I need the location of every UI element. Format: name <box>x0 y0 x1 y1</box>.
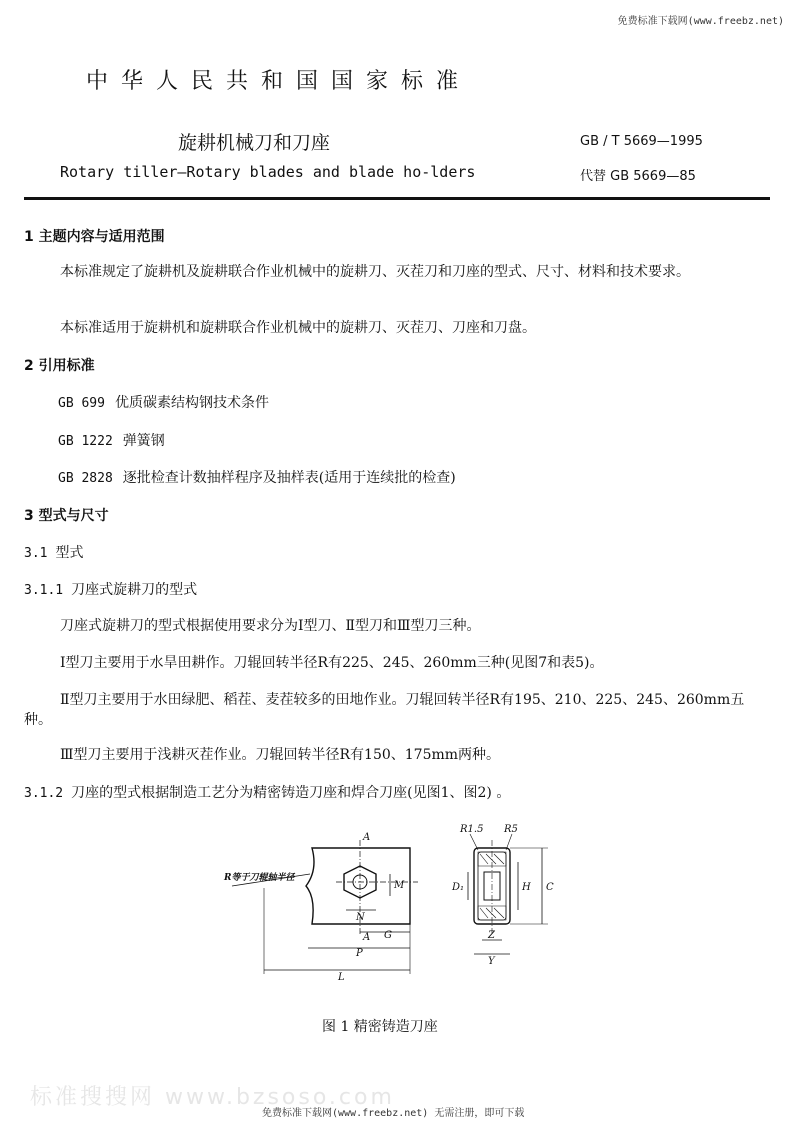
dimension-label-c: C <box>546 882 554 893</box>
reference-number: GB 2828 <box>58 471 113 486</box>
section-1-title: 1 主题内容与适用范围 <box>24 229 165 245</box>
subsection-text: 刀座的型式根据制造工艺分为精密铸造刀座和焊合刀座(见图1、图2) 。 <box>71 785 511 801</box>
dimension-label-n: N <box>356 912 365 923</box>
dimension-label-h: H <box>522 882 531 893</box>
dimension-label-y: Y <box>488 956 495 967</box>
reference-text: 弹簧钢 <box>122 433 165 449</box>
section-3-title: 3 型式与尺寸 <box>24 508 109 524</box>
subsection-3-1-1 <box>24 579 197 599</box>
section-1-paragraph-1: 本标准规定了旋耕机及旋耕联合作业机械中的旋耕刀、灭茬刀和刀座的型式、尺寸、材料和技术要求。 <box>60 264 690 280</box>
subsection-number: 3.1.1 <box>24 583 64 598</box>
section-1-paragraph-2: 本标准适用于旋耕机和旋耕联合作业机械中的旋耕刀、灭茬刀、刀座和刀盘。 <box>60 320 536 336</box>
reference-item <box>58 392 269 412</box>
dimension-label-g: G <box>384 930 392 941</box>
subsection-number: 3.1 <box>24 546 48 561</box>
reference-number: GB 1222 <box>58 434 113 449</box>
footer-note: 免费标准下载网(www.freebz.net) 无需注册，即可下载 <box>262 1108 525 1119</box>
paragraph-blade-types: 刀座式旋耕刀的型式根据使用要求分为Ⅰ型刀、Ⅱ型刀和Ⅲ型刀三种。 <box>60 618 481 634</box>
replaces-note: 代替 GB 5669—85 <box>580 169 696 184</box>
document-title-cn: 旋耕机械刀和刀座 <box>178 132 331 154</box>
watermark: 标准搜搜网 www.bzsoso.com <box>30 1085 395 1110</box>
section-mark-a-top: A <box>363 832 371 843</box>
fillet-label-r5: R5 <box>504 824 518 835</box>
dimension-label-p: P <box>356 948 363 959</box>
subsection-text: 刀座式旋耕刀的型式 <box>71 582 198 598</box>
reference-text: 逐批检查计数抽样程序及抽样表(适用于连续批的检查) <box>122 470 456 486</box>
dimension-label-z: Z <box>488 930 495 941</box>
national-standard-heading: 中华人民共和国国家标准 <box>86 69 472 94</box>
dimension-label-m: M <box>394 880 405 891</box>
leader-line <box>506 834 512 850</box>
dimension-label-d1: D₁ <box>452 882 465 893</box>
subsection-3-1 <box>24 542 83 562</box>
standard-code: GB / T 5669—1995 <box>580 134 703 149</box>
dimension-label-l: L <box>338 972 345 983</box>
fillet-label-r15: R1.5 <box>460 824 484 835</box>
section-2-title: 2 引用标准 <box>24 358 95 374</box>
header-rule <box>24 197 770 200</box>
radius-note-label: R等于刀辊轴半径 <box>224 873 295 883</box>
reference-number: GB 699 <box>58 396 105 411</box>
document-title-en: Rotary tiller—Rotary blades and blade ho-lders <box>60 163 476 181</box>
section-mark-a-bottom: A <box>363 932 371 943</box>
subsection-text: 型式 <box>55 545 84 561</box>
figure-1-drawing <box>220 818 580 998</box>
subsection-number: 3.1.2 <box>24 786 64 801</box>
header-source-note: 免费标准下载网(www.freebz.net) <box>617 16 784 27</box>
reference-item <box>58 430 165 450</box>
figure-1-caption: 图 1 精密铸造刀座 <box>322 1019 438 1035</box>
reference-text: 优质碳素结构钢技术条件 <box>114 395 269 411</box>
leader-line <box>470 834 478 850</box>
subsection-3-1-2 <box>24 782 510 802</box>
paragraph-type-3: Ⅲ型刀主要用于浅耕灭茬作业。刀辊回转半径R有150、175mm两种。 <box>60 747 501 763</box>
paragraph-type-2: Ⅱ型刀主要用于水田绿肥、稻茬、麦茬较多的田地作业。刀辊回转半径R有195、210、225、245、260mm五种。 <box>24 692 745 728</box>
paragraph-type-1: Ⅰ型刀主要用于水旱田耕作。刀辊回转半径R有225、245、260mm三种(见图7和表5)。 <box>60 655 604 671</box>
reference-item <box>58 467 456 487</box>
